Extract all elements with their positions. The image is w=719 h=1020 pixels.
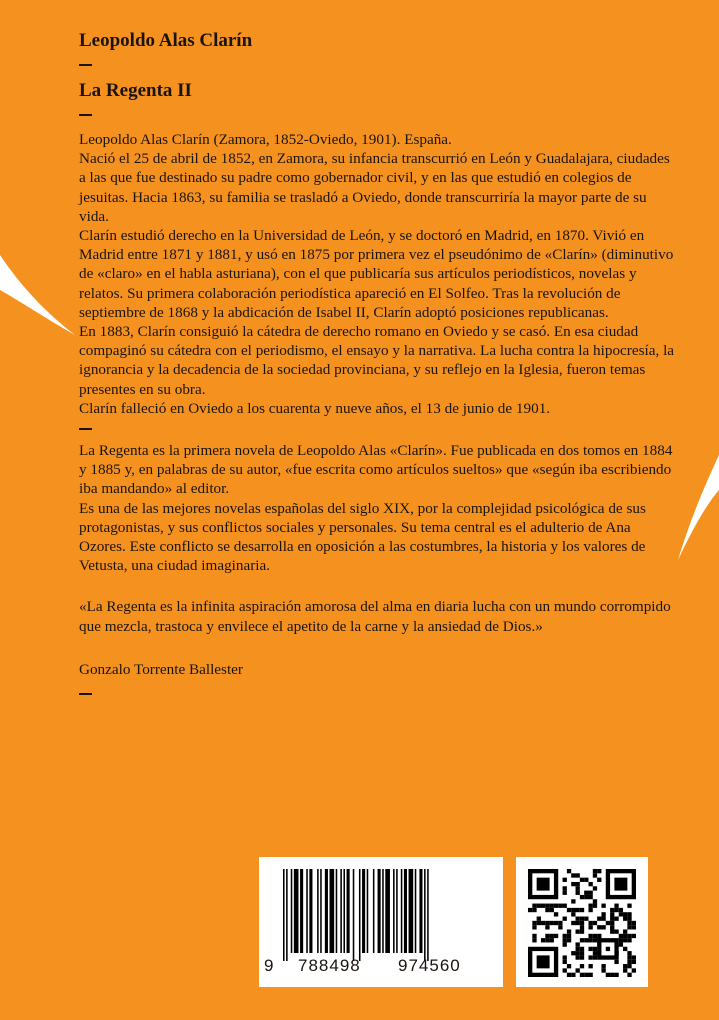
isbn-barcode (259, 857, 503, 987)
synopsis-paragraph: Es una de las mejores novelas españolas del siglo XIX, por la complejidad psicológica de sus protagonistas, y sus conflictos sociales y personales. Su tema central es el adulterio de Ana Ozores. Este conflicto se desarrolla en oposición a las costumbres, la historia y los valores de Vetusta, una ciudad imaginaria. (79, 499, 646, 575)
bio-paragraph: Clarín falleció en Oviedo a los cuarenta y nueve años, el 13 de junio de 1901. (79, 399, 551, 417)
author-name: Leopoldo Alas Clarín (79, 30, 253, 51)
qr-code-image (528, 869, 636, 977)
barcode-bars (279, 869, 485, 961)
qr-code (516, 857, 648, 987)
synopsis-paragraph: La Regenta es la primera novela de Leopoldo Alas «Clarín». Fue publicada en dos tomos en 1884 y 1885 y, en palabras de su autor, «fue escrita como artículos sueltos» que «según iba escribiendo iba mandando» al editor. (79, 442, 673, 498)
barcode-digit-group: 974560 (398, 956, 461, 975)
separator-dash (79, 428, 92, 430)
quote-attribution: Gonzalo Torrente Ballester (79, 660, 243, 678)
bio-paragraph: Leopoldo Alas Clarín (Zamora, 1852-Oviedo, 1901). España. (79, 131, 452, 148)
separator-dash (79, 114, 92, 116)
bio-paragraph: Clarín estudió derecho en la Universidad de León, y se doctoró en Madrid, en 1870. Vivió en Madrid entre 1871 y 1881, y usó en 1875 por primera vez el pseudónimo de «Clarín» (diminutivo de «claro» en el habla asturiana), con el que publicaría sus artículos periodísticos, novelas y relatos. Su primera colaboración periodística apareció en El Solfeo. Tras la revolución de septiembre de 1868 y la abdicación de Isabel II, Clarín adoptó posiciones republicanas. (79, 227, 674, 321)
barcode-digit-prefix: 9 (264, 956, 275, 975)
barcode-digit-group: 788498 (298, 956, 361, 975)
critic-quote: «La Regenta es la infinita aspiración amorosa del alma en diaria lucha con un mundo corrompido que mezcla, trastoca y envilece el apetito de la carne y la ansiedad de Dios.» (79, 598, 671, 635)
barcode-digits (259, 953, 503, 983)
back-cover-text (79, 28, 679, 695)
book-synopsis (79, 441, 679, 575)
bio-paragraph: Nació el 25 de abril de 1852, en Zamora, su infancia transcurrió en León y Guadalajara, ciudades a las que fue destinado su padre como gobernador civil, y en las que estudió en colegios de jesuitas. Hacia 1863, su familia se trasladó a Oviedo, donde transcurriría la mayor parte de su vida. (79, 150, 670, 225)
separator-dash (79, 64, 92, 66)
bio-paragraph: En 1883, Clarín consiguió la cátedra de derecho romano en Oviedo y se casó. En esa ciudad compaginó su cátedra con el periodismo, el ensayo y la narrativa. La lucha contra la hipocresía, la ignorancia y la decadencia de la sociedad provinciana, y su reflejo en la Iglesia, fueron temas presentes en su obra. (79, 323, 675, 398)
author-biography (79, 130, 679, 418)
book-title: La Regenta II (79, 80, 192, 101)
separator-dash (79, 693, 92, 695)
